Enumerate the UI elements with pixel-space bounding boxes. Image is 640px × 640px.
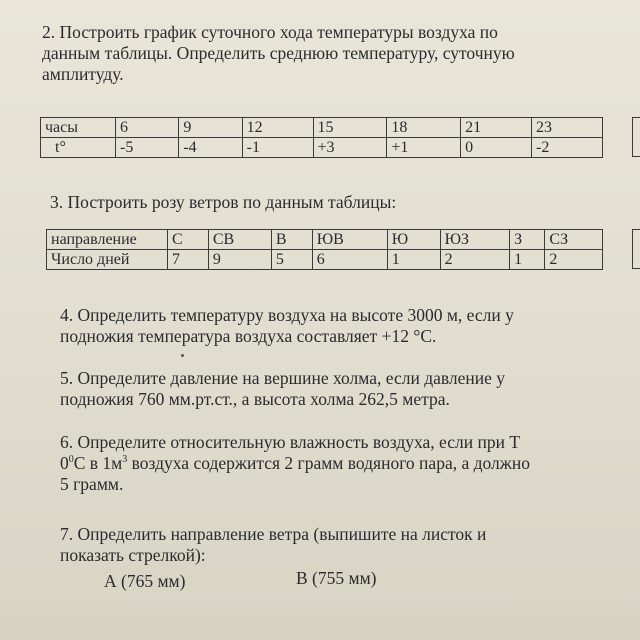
table-cell: -1 xyxy=(242,138,313,158)
task-2 xyxy=(42,22,607,85)
wind-rose-table xyxy=(46,229,603,270)
task-6-line-1: 6. Определите относительную влажность воздуха, если при Т xyxy=(60,432,521,452)
table-cell: 5 xyxy=(271,250,312,270)
task-7 xyxy=(60,524,600,566)
task-3 xyxy=(50,192,590,213)
table-cell: 1 xyxy=(387,250,440,270)
table-cell: 0 xyxy=(461,138,532,158)
table-cell: СЗ xyxy=(545,230,603,250)
table-cell: 9 xyxy=(179,118,242,138)
table-cell: 2 xyxy=(440,250,510,270)
pressure-point-b: В (755 мм) xyxy=(296,568,377,588)
row-label-temperature: t° xyxy=(41,138,116,158)
table-row-temperature xyxy=(41,138,603,158)
task-6-line-3: 5 грамм. xyxy=(60,474,124,494)
table-cell: -5 xyxy=(116,138,179,158)
table-cell: СВ xyxy=(208,230,271,250)
task-3-line-1: 3. Построить розу ветров по данным таблицы: xyxy=(50,192,397,212)
cropped-table-edge xyxy=(632,229,640,269)
task-4 xyxy=(60,305,600,347)
task-4-line-2: подножия температура воздуха составляет +12 °С. xyxy=(60,326,437,346)
table-cell: 1 xyxy=(510,250,545,270)
table-cell: -2 xyxy=(532,138,603,158)
table-cell: С xyxy=(168,230,209,250)
task-5-line-1: 5. Определите давление на вершине холма, если давление у xyxy=(60,368,506,388)
table-cell: Ю xyxy=(387,230,440,250)
task-6-line-2 xyxy=(60,453,600,474)
table-cell: 15 xyxy=(313,118,387,138)
degree-superscript: 0 xyxy=(68,454,74,466)
pressure-point-a: А (765 мм) xyxy=(104,571,186,591)
table-cell: +1 xyxy=(387,138,461,158)
paper-speck xyxy=(181,354,184,357)
task-7-line-2: показать стрелкой): xyxy=(60,545,206,565)
table-row-days xyxy=(47,250,603,270)
table-cell: 6 xyxy=(312,250,387,270)
table-cell: +3 xyxy=(313,138,387,158)
task-2-line-1: 2. Построить график суточного хода температуры воздуха по xyxy=(42,22,498,42)
table-cell: 6 xyxy=(116,118,179,138)
task-7-line-1: 7. Определить направление ветра (выпишите на листок и xyxy=(60,524,487,544)
task-2-line-3: амплитуду. xyxy=(42,64,124,84)
hourly-temperature-table xyxy=(40,117,603,158)
row-label-direction: направление xyxy=(47,230,168,250)
table-cell: 7 xyxy=(168,250,209,270)
table-cell: -4 xyxy=(179,138,242,158)
table-cell: 12 xyxy=(242,118,313,138)
table-cell: 2 xyxy=(545,250,603,270)
table-cell: 23 xyxy=(532,118,603,138)
task-5 xyxy=(60,368,600,410)
row-label-hours: часы xyxy=(41,118,116,138)
task-6-text: 0 xyxy=(60,453,69,473)
table-cell: 21 xyxy=(461,118,532,138)
table-cell: З xyxy=(510,230,545,250)
task-2-line-2: данным таблицы. Определить среднюю температуру, суточную xyxy=(42,43,515,63)
table-cell: ЮВ xyxy=(312,230,387,250)
task-5-line-2: подножия 760 мм.рт.ст., а высота холма 262,5 метра. xyxy=(60,389,450,409)
table-cell: 9 xyxy=(208,250,271,270)
cropped-table-edge xyxy=(632,117,640,157)
task-6-text: С в 1м xyxy=(73,453,123,473)
table-cell: В xyxy=(271,230,312,250)
table-cell: ЮЗ xyxy=(440,230,510,250)
table-cell: 18 xyxy=(387,118,461,138)
cubic-superscript: 3 xyxy=(122,454,128,466)
table-row-directions xyxy=(47,230,603,250)
task-4-line-1: 4. Определить температуру воздуха на высоте 3000 м, если у xyxy=(60,305,514,325)
task-6 xyxy=(60,432,600,495)
task-6-text: воздуха содержится 2 грамм водяного пара, а должно xyxy=(127,453,530,473)
table-row-hours xyxy=(41,118,603,138)
row-label-days: Число дней xyxy=(47,250,168,270)
